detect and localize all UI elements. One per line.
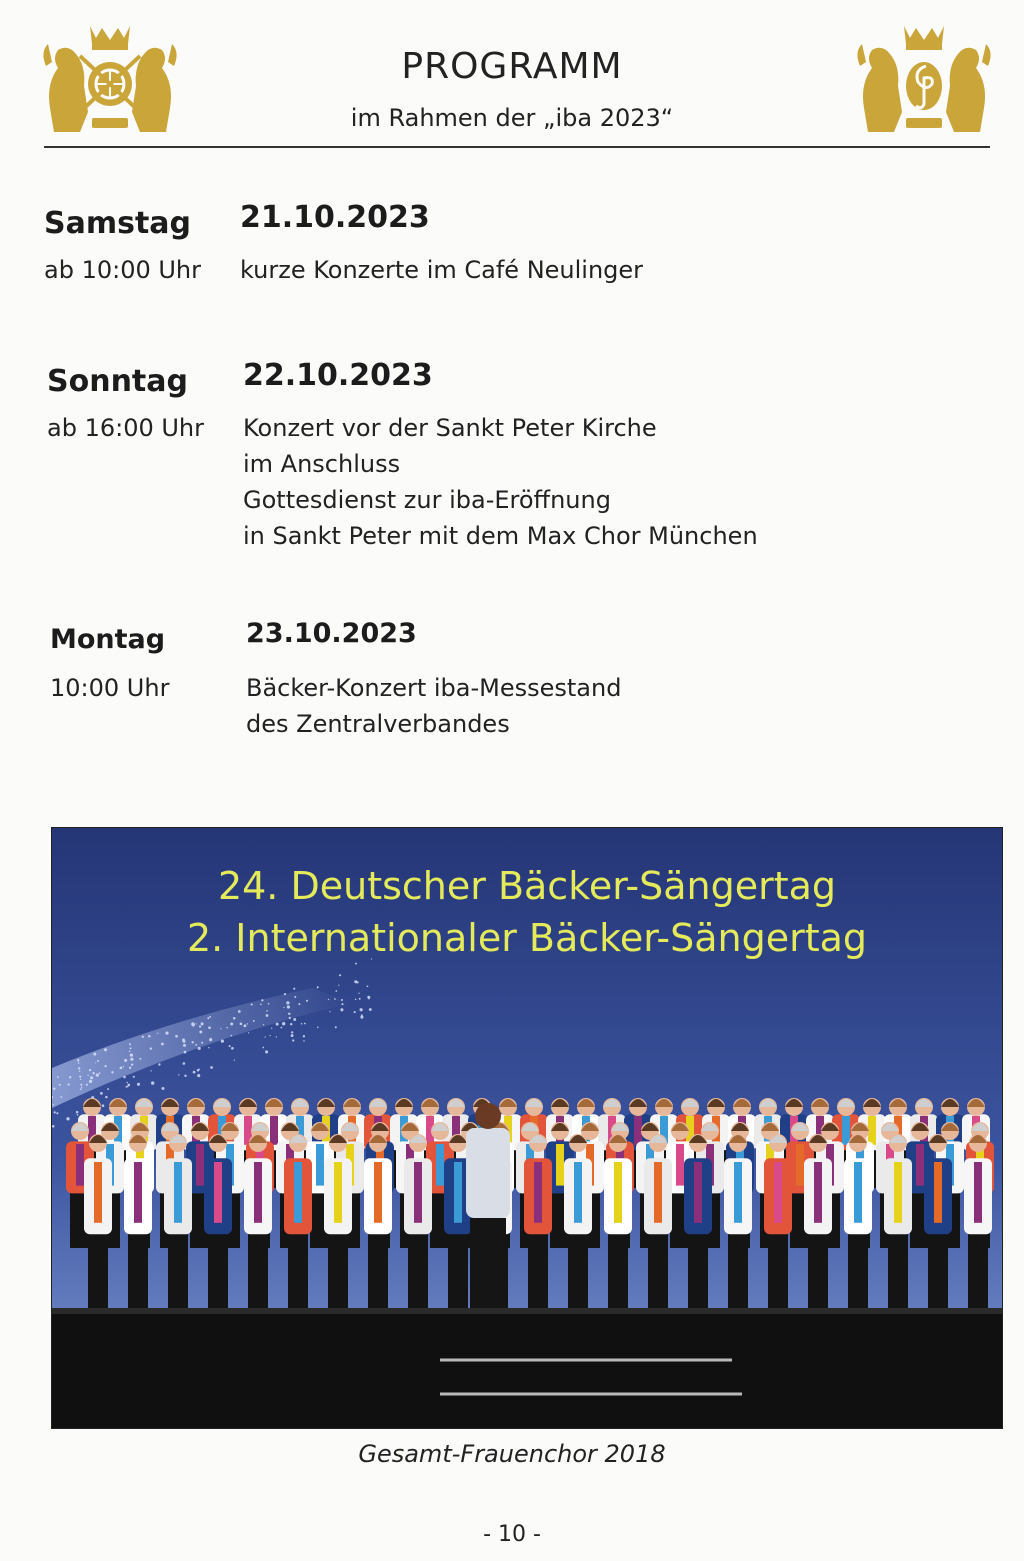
star — [199, 1069, 200, 1070]
star — [266, 1010, 268, 1012]
choir-singer — [604, 1134, 632, 1314]
star — [67, 1083, 69, 1085]
star — [290, 1023, 292, 1025]
star — [120, 1067, 123, 1070]
star — [99, 1072, 101, 1074]
star — [195, 1023, 196, 1024]
star — [201, 1022, 204, 1025]
star — [354, 980, 357, 983]
choir-singer — [204, 1134, 232, 1314]
star — [126, 1082, 128, 1084]
star — [253, 1020, 255, 1022]
choir-singer — [244, 1134, 272, 1314]
star — [286, 1001, 289, 1004]
star — [238, 1010, 241, 1013]
star — [175, 1035, 178, 1038]
entry-line: Konzert vor der Sankt Peter Kirche — [243, 414, 657, 442]
star — [197, 1074, 200, 1077]
star — [304, 1023, 306, 1025]
entry-line: des Zentralverbandes — [246, 710, 510, 738]
star — [148, 1035, 151, 1038]
entry-line: Gottesdienst zur iba-Eröffnung — [243, 486, 611, 514]
entry-day: Montag — [50, 624, 166, 655]
star — [104, 1048, 107, 1051]
choir-photo — [51, 827, 1003, 1429]
choir-singer — [324, 1134, 352, 1314]
star — [291, 1031, 293, 1033]
entry-line: kurze Konzerte im Café Neulinger — [240, 256, 644, 284]
star — [334, 998, 336, 1000]
star — [53, 1088, 55, 1090]
star — [229, 1045, 231, 1047]
star — [230, 1023, 233, 1026]
choir-singer — [964, 1134, 992, 1314]
star — [341, 999, 343, 1001]
choir-singer — [524, 1134, 552, 1314]
star — [199, 1030, 202, 1033]
star — [264, 1036, 265, 1037]
star — [248, 1032, 249, 1033]
star — [130, 1053, 133, 1056]
star — [133, 1076, 135, 1078]
star — [54, 1111, 56, 1113]
star — [96, 1073, 99, 1076]
star — [123, 1066, 124, 1067]
star — [355, 963, 357, 965]
choir-singer — [124, 1134, 152, 1314]
star — [338, 985, 339, 986]
star — [339, 974, 341, 976]
star — [162, 1087, 165, 1090]
choir-singer — [284, 1134, 312, 1314]
star — [294, 996, 296, 998]
choir-singer — [84, 1134, 112, 1314]
star — [56, 1112, 58, 1114]
entry-description — [240, 252, 643, 288]
star — [81, 1087, 82, 1088]
choir-singer — [924, 1134, 952, 1314]
star — [361, 1014, 363, 1016]
entry-date: 23.10.2023 — [246, 618, 417, 649]
star — [233, 1017, 236, 1020]
star — [107, 1088, 109, 1090]
star — [358, 993, 359, 994]
star — [79, 1076, 81, 1078]
star — [183, 1062, 186, 1065]
choir-singer — [404, 1134, 432, 1314]
star — [266, 1014, 269, 1017]
star — [207, 1017, 209, 1019]
star — [234, 1059, 235, 1060]
star — [231, 1035, 233, 1037]
star — [69, 1076, 71, 1078]
star — [282, 1022, 285, 1025]
star — [260, 1003, 262, 1005]
star — [150, 1047, 152, 1049]
star — [288, 1013, 290, 1015]
star — [142, 1036, 144, 1038]
star — [129, 1043, 131, 1045]
star — [231, 1047, 234, 1050]
star — [123, 1076, 126, 1079]
star — [90, 1076, 93, 1079]
star — [195, 1044, 197, 1046]
star — [193, 1071, 196, 1074]
star — [89, 1069, 91, 1071]
entry-description — [246, 670, 621, 742]
star — [97, 1060, 99, 1062]
choir-singer — [764, 1134, 792, 1314]
star — [303, 1035, 305, 1037]
star — [199, 1025, 201, 1027]
star — [192, 1041, 194, 1043]
star — [52, 1125, 54, 1128]
star — [271, 1028, 272, 1029]
star — [139, 1058, 141, 1060]
star — [66, 1117, 69, 1120]
star — [158, 1063, 160, 1065]
star — [281, 1027, 283, 1029]
star — [77, 1114, 79, 1116]
entry-date: 22.10.2023 — [243, 358, 433, 393]
entry-line: Bäcker-Konzert iba-Messestand — [246, 674, 622, 702]
star — [137, 1083, 140, 1086]
choir-singer — [644, 1134, 672, 1314]
entry-time: ab 16:00 Uhr — [47, 414, 205, 442]
star — [60, 1096, 62, 1098]
photo-banner-line-1: 24. Deutscher Bäcker-Sängertag — [217, 864, 837, 908]
star — [104, 1065, 106, 1067]
photo-banner-line-2: 2. Internationaler Bäcker-Sängertag — [186, 916, 868, 960]
star — [78, 1067, 80, 1069]
star — [265, 1050, 268, 1053]
star — [59, 1084, 61, 1086]
entry-day: Sonntag — [47, 364, 188, 399]
star — [102, 1104, 105, 1107]
star — [368, 998, 370, 1000]
choir-singer — [164, 1134, 192, 1314]
entry-day: Samstag — [44, 206, 192, 241]
star — [340, 1008, 343, 1011]
star — [178, 1074, 179, 1075]
choir-singer — [844, 1134, 872, 1314]
choir-singer — [884, 1134, 912, 1314]
star — [86, 1084, 88, 1086]
star — [221, 1039, 224, 1042]
entry-time: 10:00 Uhr — [50, 674, 170, 702]
star — [93, 1053, 96, 1056]
star — [183, 1040, 186, 1043]
star — [293, 1018, 296, 1021]
star — [209, 1016, 211, 1018]
star — [191, 1022, 194, 1025]
star — [367, 985, 369, 987]
photo-caption: Gesamt-Frauenchor 2018 — [358, 1440, 666, 1468]
star — [317, 986, 319, 988]
page-title: PROGRAMM — [401, 46, 623, 87]
choir-conductor — [466, 1103, 510, 1313]
star — [80, 1084, 82, 1086]
star — [247, 1023, 248, 1024]
star — [124, 1060, 126, 1062]
star — [268, 1003, 270, 1005]
star — [283, 1007, 284, 1008]
star — [157, 1033, 158, 1034]
star — [208, 1026, 211, 1029]
star — [261, 999, 263, 1001]
star — [129, 1051, 131, 1053]
star — [183, 1044, 186, 1047]
star — [292, 1039, 294, 1041]
star — [360, 1016, 363, 1019]
star — [289, 1017, 291, 1019]
star — [335, 990, 337, 992]
star — [354, 1011, 356, 1013]
star — [226, 1027, 228, 1029]
star — [359, 998, 361, 1000]
star — [329, 1011, 330, 1012]
star — [355, 999, 357, 1001]
star — [251, 1003, 253, 1005]
star — [79, 1070, 81, 1072]
star — [129, 1067, 131, 1069]
star — [150, 1070, 151, 1071]
star — [100, 1092, 103, 1095]
star — [262, 1047, 264, 1049]
star — [76, 1111, 79, 1114]
star — [128, 1084, 131, 1087]
star — [335, 1026, 337, 1028]
choir-singer — [724, 1134, 752, 1314]
star — [263, 1024, 264, 1025]
star — [111, 1071, 113, 1073]
choir-singer — [564, 1134, 592, 1314]
star — [95, 1062, 96, 1063]
star — [87, 1075, 88, 1076]
choir-singer — [804, 1134, 832, 1314]
star — [341, 1003, 343, 1005]
star — [298, 1003, 300, 1005]
star — [77, 1059, 79, 1061]
entry-date: 21.10.2023 — [240, 200, 430, 235]
star — [78, 1062, 80, 1064]
star — [240, 1023, 243, 1026]
star — [269, 1035, 270, 1036]
star — [293, 988, 295, 990]
star — [80, 1079, 81, 1080]
entry-line: in Sankt Peter mit dem Max Chor München — [243, 522, 758, 550]
star — [276, 1023, 279, 1026]
star — [201, 1042, 203, 1044]
star — [369, 1008, 372, 1011]
star — [359, 1008, 362, 1011]
star — [303, 1040, 304, 1041]
choir-singer — [684, 1134, 712, 1314]
entry-line: im Anschluss — [243, 450, 401, 478]
star — [80, 1088, 82, 1090]
star — [243, 1024, 246, 1027]
star — [276, 1036, 277, 1037]
star — [161, 1043, 164, 1046]
entry-time: ab 10:00 Uhr — [44, 256, 202, 284]
star — [301, 1023, 303, 1025]
star — [284, 993, 286, 995]
star — [306, 1000, 308, 1002]
star — [291, 1034, 294, 1037]
star — [52, 1104, 53, 1105]
star — [131, 1063, 133, 1065]
star — [130, 1047, 132, 1049]
page-number: - 10 - — [483, 1522, 541, 1547]
star — [105, 1096, 107, 1098]
choir-singer — [364, 1134, 392, 1314]
star — [210, 1039, 212, 1041]
star — [165, 1032, 168, 1035]
star — [89, 1080, 92, 1083]
star — [220, 1028, 221, 1029]
star — [287, 1005, 290, 1008]
star — [328, 999, 329, 1000]
star — [57, 1076, 59, 1078]
star — [130, 1058, 133, 1061]
star — [208, 1047, 209, 1048]
star — [210, 1066, 213, 1069]
star — [92, 1072, 94, 1074]
star — [184, 1075, 186, 1077]
star — [184, 1051, 187, 1054]
star — [151, 1081, 154, 1084]
page-subtitle: im Rahmen der „iba 2023“ — [350, 104, 674, 132]
star — [126, 1086, 128, 1088]
star — [198, 1047, 201, 1050]
star — [317, 1026, 319, 1028]
entry-description — [243, 410, 758, 554]
header-divider — [44, 146, 990, 148]
